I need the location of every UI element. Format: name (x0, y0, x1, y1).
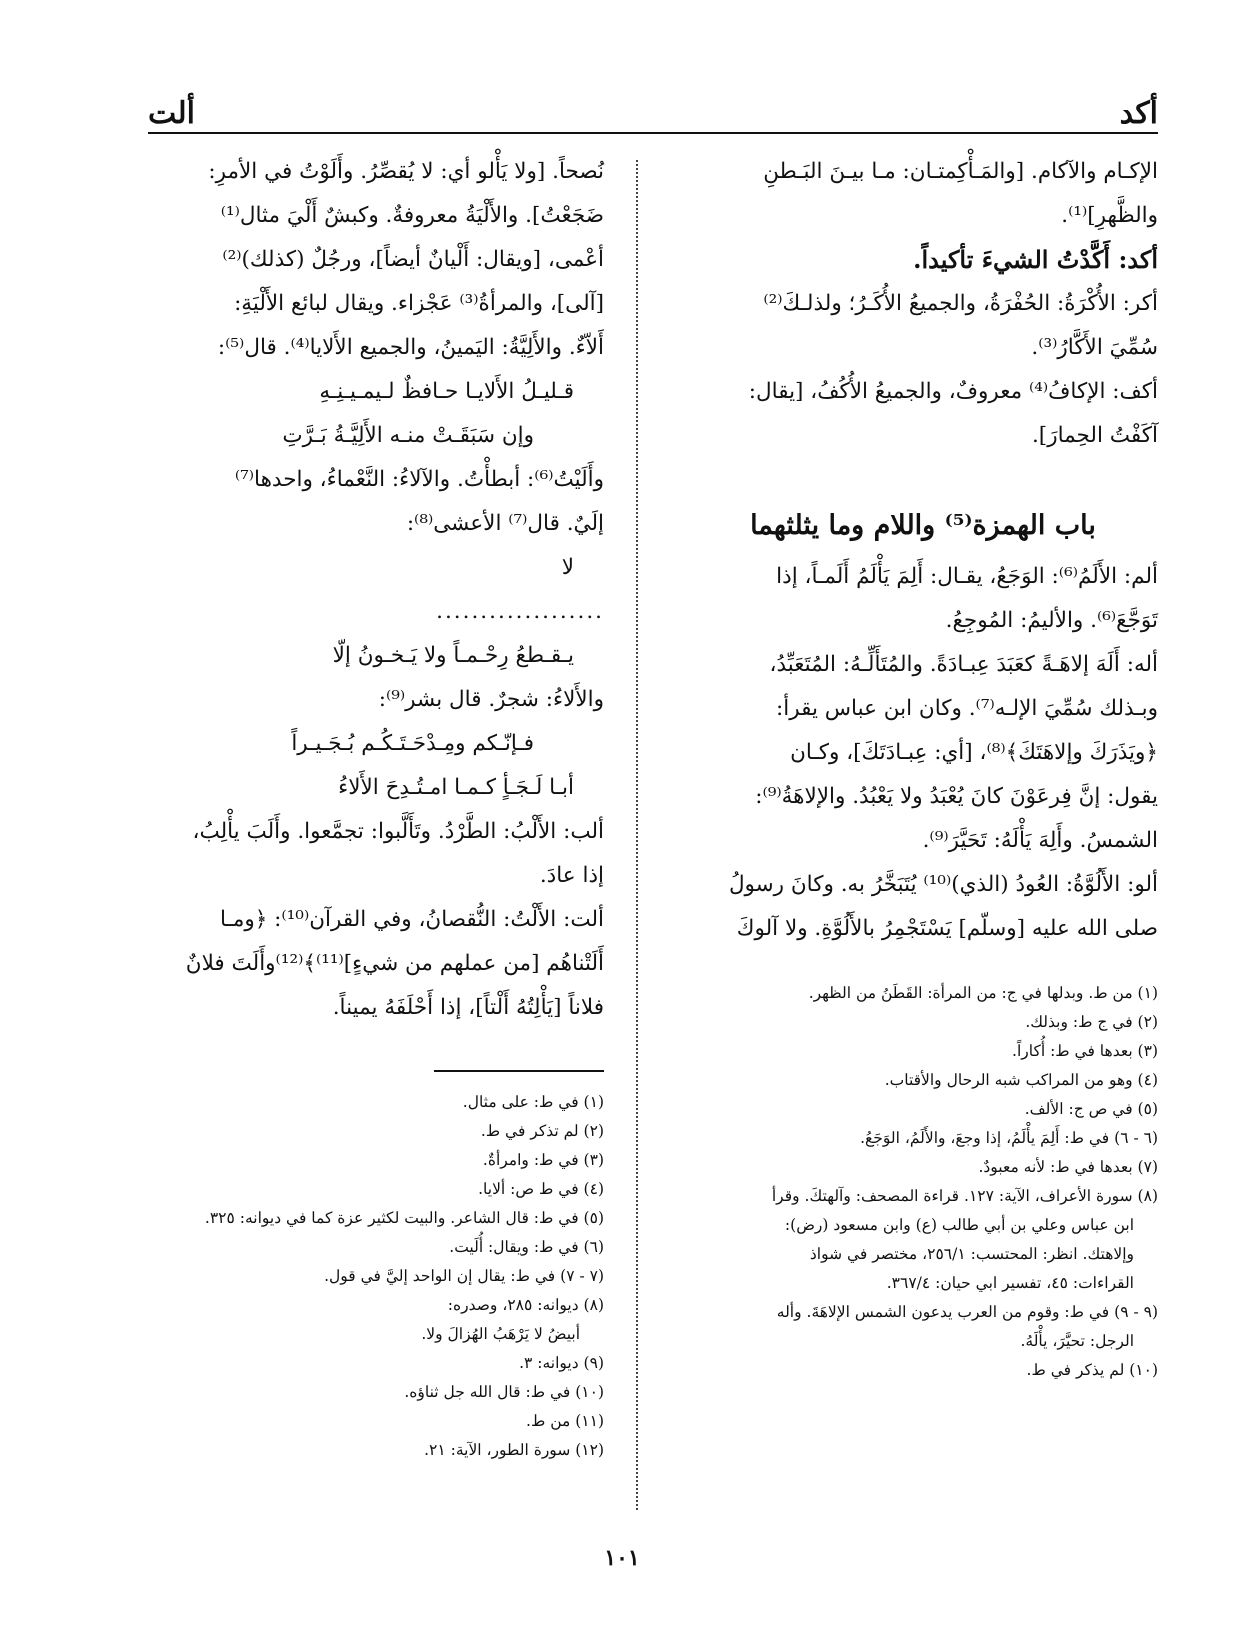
text-line: فلاناً [يَأْلِتُهُ أَلْتاً]، إذا أَحْلَفَهُ يميناً. (332, 995, 604, 1020)
text-line: أَلَتْناهُم [من عملهم من شيءٍ]⁽¹¹⁾﴾⁽¹²⁾وأَلَتَ فلانٌ (185, 951, 604, 976)
footnote: (٥) في ط: قال الشاعر. والبيت لكثير عزة كما في ديوانه: ٣٢٥. (204, 1209, 604, 1227)
column-divider (636, 160, 638, 1510)
footnote: (١٠) في ط: قال الله جل ثناؤه. (404, 1383, 604, 1401)
verse-line: قـليـلُ الأَلايـا حـافظٌ لـيمـيـنِـهِ (319, 379, 574, 404)
footnote-continuation: وإلاهتك. انظر: المحتسب: ٢٥٦/١، مختصر في شواذ (809, 1245, 1134, 1263)
text-line: نُصحاً. [ولا يَأْلو أي: لا يُقصِّرُ. وأَلَوْتُ في الأمرِ: (208, 159, 604, 184)
verse-line: وإن سَبَقَـتْ منـه الأَلِيَّـةُ بَـرَّتِ (282, 423, 534, 448)
text-line: وبـذلك سُمِّيَ الإلـه⁽⁷⁾. وكان ابن عباس يقرأ: (776, 696, 1158, 721)
footnote: (٤) وهو من المراكب شبه الرحال والأقتاب. (884, 1071, 1158, 1089)
footnote: (١) في ط: على مثال. (462, 1093, 604, 1111)
footnote: (٩ - ٩) في ط: وقوم من العرب يدعون الشمس الإلاهَةَ. وأله (776, 1303, 1158, 1321)
verse-line: فـإنّـكم ومِـدْحَـتَـكُـم بُـجَـيـراً (291, 731, 534, 756)
text-line: ضَجَعْتُ]. والأَلْيَةُ معروفةٌ. وكبشٌ أَلْيَ مثال⁽¹⁾ (220, 203, 604, 228)
footnote-continuation: ابن عباس وعلي بن أبي طالب (ع) وابن مسعود (رض): (784, 1216, 1134, 1234)
header-rule (148, 132, 1158, 134)
right-column-entries (688, 555, 1158, 951)
left-column-text (142, 150, 604, 1030)
entry-akd: أكد: أَكَّدْتُ الشيءَ تأكيداً. (913, 245, 1158, 274)
footnote: (٣) بعدها في ط: أُكاراً. (1012, 1042, 1158, 1060)
text-line: إذا عادَ. (539, 863, 604, 888)
text-line: الإكـام والآكام. [والمَـأْكِمتـان: مـا بيـنَ البَـطنِ (763, 159, 1158, 184)
footnote: (٦) في ط: ويقال: أُلَيت. (449, 1238, 604, 1256)
entry-alb: ألب: الأَلْبُ: الطَّرْدُ. وتَأَلَّبوا: تجمَّعوا. وأَلَبَ يأْلِبُ، (192, 819, 604, 844)
text-line: [آلى]، والمرأةُ⁽³⁾ عَجْزاء. ويقال لبائع الأَلْيَةِ: (234, 291, 604, 316)
text-line: الشمسُ. وأَلِهَ يَأْلَهُ: تَحَيَّرَ⁽⁹⁾. (922, 828, 1158, 853)
entry-alm: ألم: الأَلَمُ⁽⁶⁾: الوَجَعُ، يقـال: أَلِمَ يَأْلَمُ أَلَمـاً، إذا (776, 564, 1158, 589)
footnote: (٨) سورة الأعراف، الآية: ١٢٧. قراءة المصحف: وآلهتكَ. وقرأ (771, 1187, 1158, 1205)
text-line: آكَفْتُ الحِمارَ]. (1031, 423, 1158, 448)
footnote: (٧) بعدها في ط: لأنه معبودٌ. (978, 1158, 1158, 1176)
text-line: يقول: إنَّ فِرعَوْنَ كانَ يُعْبَدُ ولا يَعْبُدُ. والإلاهَةُ⁽⁹⁾: (755, 784, 1158, 809)
verse-word: لا (561, 555, 574, 580)
footnote: (٦ - ٦) في ط: أَلِمَ يأْلَمُ، إذا وجعَ، والأَلَمُ، الوَجَعُ. (860, 1129, 1158, 1147)
chapter-title: باب الهمزة⁽⁵⁾ واللام وما يثلثهما (750, 510, 1096, 541)
footnote: (٢) لم تذكر في ط. (480, 1122, 604, 1140)
running-header-left: ألت (148, 96, 195, 131)
verse-ellipsis: ................... (436, 599, 604, 624)
text-line: والظَّهرِ]⁽¹⁾. (1061, 203, 1158, 228)
text-line: تَوَجَّعَ⁽⁶⁾. والأليمُ: المُوجِعُ. (945, 608, 1158, 633)
footnote-rule (434, 1070, 604, 1082)
verse-line (142, 546, 604, 590)
footnote-continuation: أبيضُ لا يَرْهَبُ الهُزالَ ولا. (421, 1325, 580, 1343)
entry-akf: أكف: الإكافُ⁽⁴⁾ معروفٌ، والجميعُ الأُكُفُ، [يقال: (748, 379, 1158, 404)
footnote: (٩) ديوانه: ٣. (519, 1354, 604, 1372)
footnote: (٥) في ص ج: الألف. (1024, 1100, 1158, 1118)
entry-alh: أله: أَلَهَ إلاهَـةً كعَبَدَ عِبـادَةً. والمُتَأَلِّـهُ: المُتَعَبِّدُ، (769, 652, 1158, 677)
text-line: والأَلاءُ: شجرٌ. قال بشر⁽⁹⁾: (378, 687, 604, 712)
footnote: (٢) في ج ط: وبذلك. (1025, 1013, 1158, 1031)
footnote: (٧ - ٧) في ط: يقال إن الواحد إليَّ في قول. (324, 1267, 604, 1285)
text-line: صلى الله عليه [وسلّم] يَسْتَجْمِرُ بالأَلُوَّةِ. ولا آلوكَ (736, 916, 1158, 941)
text-line: أعْمى، [ويقال: أَلْيانٌ أيضاً]، ورجُلٌ (كذلك)⁽²⁾ (222, 247, 604, 272)
footnote: (١) من ط. وبدلها في ج: من المرأة: القَطَنُ من الظهر. (808, 984, 1158, 1002)
footnote-continuation: القراءات: ٤٥، تفسير ابي حيان: ٣٦٧/٤. (886, 1274, 1134, 1292)
footnote: (١٠) لم يذكر في ط. (1026, 1361, 1158, 1379)
footnote: (١١) من ط. (526, 1412, 604, 1430)
text-line: إلَيٌ. قال⁽⁷⁾ الأعشى⁽⁸⁾: (406, 511, 604, 536)
footnote: (٨) ديوانه: ٢٨٥، وصدره: (447, 1296, 604, 1314)
footnote: (٤) في ط ص: ألايا. (478, 1180, 604, 1198)
right-column (688, 150, 1158, 1385)
right-footnotes (688, 979, 1158, 1385)
entry-alw: ألو: الأَلُوَّةُ: العُودُ (الذي)⁽¹⁰⁾ يُتَبَخَّرُ به. وكانَ رسولُ (728, 872, 1158, 897)
text-line: ﴿ويَذَرَكَ وإلاهَتَكَ﴾⁽⁸⁾، [أي: عِبـادَتَكَ]، وكـان (790, 740, 1158, 765)
text-line: سُمِّيَ الأَكَّارُ⁽³⁾. (1031, 335, 1158, 360)
verse-line: أبـا لَـجَـأٍ كـمـا امـتُـدِحَ الأَلاءُ (338, 775, 574, 800)
entry-akr: أكر: الأُكْرَةُ: الحُفْرَةُ، والجميعُ الأُكَـرُ؛ ولذلـكَ⁽²⁾ (763, 291, 1158, 316)
left-footnotes (142, 1088, 604, 1465)
text-line: وأَلَيْتُ⁽⁶⁾: أبطأْتُ. والآلاءُ: النَّعْماءُ، واحدها⁽⁷⁾ (234, 467, 604, 492)
footnote: (٣) في ط: وامرأةٌ. (482, 1151, 604, 1169)
footnote: (١٢) سورة الطور، الآية: ٢١. (424, 1441, 604, 1459)
right-column-text (688, 150, 1158, 458)
page-number: ١٠١ (604, 1545, 640, 1571)
text-line: أَلاّءٌ. والأَلِيَّةُ: اليَمينُ، والجميع الأَلايا⁽⁴⁾. قال⁽⁵⁾: (217, 335, 604, 360)
entry-alt: ألت: الأَلْتُ: النُّقصانُ، وفي القرآن⁽¹⁰⁾: ﴿ومـا (219, 907, 604, 932)
running-header-right: أكد (1119, 96, 1158, 131)
left-column (142, 150, 604, 1465)
footnote-continuation: الرجل: تحيَّرَ، يأْلَهُ. (1020, 1332, 1134, 1350)
verse-line: يـقـطعُ رِحْـمـاً ولا يَـخـونُ إلّا (332, 643, 574, 668)
